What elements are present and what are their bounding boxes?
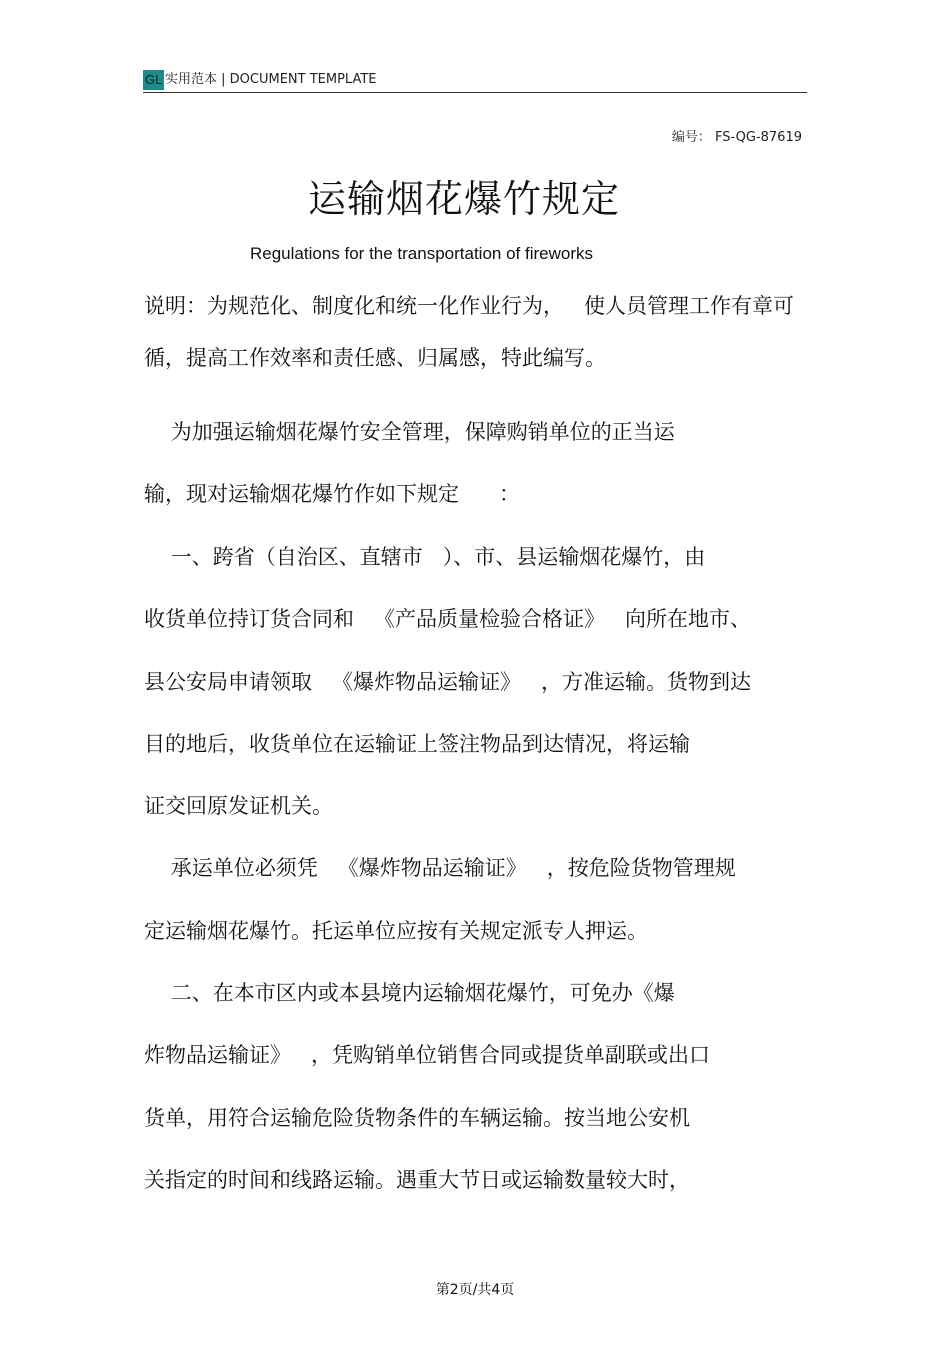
body-line: 说明：为规范化、制度化和统一化作业行为， 使人员管理工作有章可 [144,294,795,318]
body-line: 定运输烟花爆竹。托运单位应按有关规定派专人押运。 [144,919,648,943]
page-subtitle: Regulations for the transportation of fireworks [250,244,594,263]
document-number: 编号： FS-QG-87619 [671,130,802,145]
body-line: 关指定的时间和线路运输。遇重大节日或运输数量较大时， [144,1168,690,1192]
body-line: 货单，用符合运输危险货物条件的车辆运输。按当地公安机 [144,1106,690,1130]
page-footer: 第2页/共4页 [435,1282,515,1298]
body-line: 为加强运输烟花爆竹安全管理，保障购销单位的正当运 [144,420,675,444]
document-header [143,70,807,93]
body-line: 县公安局申请领取 《爆炸物品运输证》 ，方准运输。货物到达 [144,670,752,694]
body-line: 收货单位持订货合同和 《产品质量检验合格证》 向所在地市、 [144,607,752,631]
body-line: 炸物品运输证》 ，凭购销单位销售合同或提货单副联或出口 [144,1043,711,1067]
logo: GL [143,70,164,90]
body-line: 输，现对运输烟花爆竹作如下规定 ： [144,482,521,506]
body-line: 二、在本市区内或本县境内运输烟花爆竹，可免办《爆 [144,981,675,1005]
body-line: 一、跨省（自治区、直辖市 ）、市、县运输烟花爆竹，由 [144,545,706,569]
page-title: 运输烟花爆竹规定 [307,177,620,221]
body-line: 证交回原发证机关。 [144,794,333,818]
body-line: 目的地后，收货单位在运输证上签注物品到达情况，将运输 [144,732,690,756]
body-line: 循，提高工作效率和责任感、归属感，特此编写。 [144,346,606,370]
header-title: 实用范本 | DOCUMENT TEMPLATE [165,72,377,87]
body-line: 承运单位必须凭 《爆炸物品运输证》 ，按危险货物管理规 [144,856,736,880]
